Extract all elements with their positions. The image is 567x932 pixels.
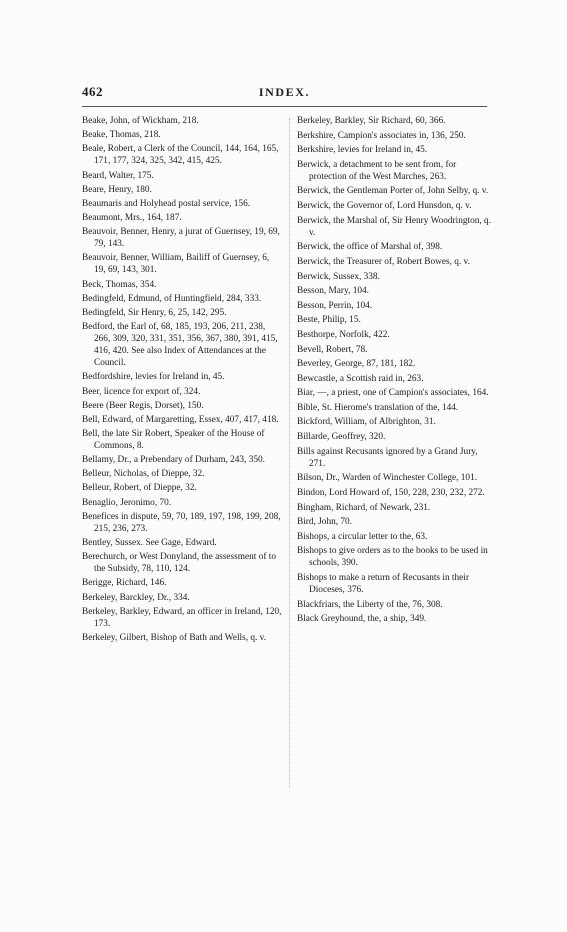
index-entry: Bell, the late Sir Robert, Speaker of the House of Commons, 8. <box>82 428 265 452</box>
page-header <box>82 84 487 100</box>
index-entry: Beck, Thomas, 354. <box>82 279 157 290</box>
index-entry: Bellamy, Dr., a Prebendary of Durham, 243, 350. <box>82 455 265 466</box>
index-entry: Besson, Perrin, 104. <box>297 300 373 311</box>
index-entry: Berkeley, Barkley, Edward, an officer in Ireland, 120, 173. <box>82 606 282 629</box>
index-entry: Berwick, the Treasurer of, Robert Bowes, q. v. <box>297 256 470 267</box>
index-entry: Bills against Recusants ignored by a Grand Jury, 271. <box>297 446 478 469</box>
index-entry: Berigge, Richard, 146. <box>82 578 167 589</box>
column-divider <box>289 118 290 788</box>
index-entry: Bickford, William, of Albrighton, 31. <box>297 417 436 428</box>
index-entry: Berechurch, or West Donyland, the assessment of to the Subsidy, 78, 110, 124. <box>82 552 277 575</box>
index-entry: Bedfordshire, levies for Ireland in, 45. <box>82 372 225 383</box>
index-entry: Beauvoir, Benner, Henry, a jurat of Guernsey, 19, 69, 79, 143. <box>82 227 280 250</box>
index-entry: Beake, Thomas, 218. <box>82 130 161 141</box>
index-entry: Besthorpe, Norfolk, 422. <box>297 329 390 340</box>
index-entry: Benaglio, Jeronimo, 70. <box>82 497 172 508</box>
index-entry: Berkshire, Campion's associates in, 136, 250. <box>297 130 466 141</box>
index-entry: Besson, Mary, 104. <box>297 286 369 297</box>
index-entry: Berwick, Sussex, 338. <box>297 271 380 282</box>
index-entry: Bedford, the Earl of, 68, 185, 193, 206, 211, 238, 266, 309, 320, 331, 351, 356, 367, 380, 391, 415, 416, 420. See also Index of Attendances at the Council. <box>82 321 278 369</box>
index-column-right <box>297 115 492 628</box>
index-entry: Bible, St. Hierome's translation of the, 144. <box>297 402 459 413</box>
index-entry: Beard, Walter, 175. <box>82 170 154 181</box>
index-entry: Bentley, Sussex. See Gage, Edward. <box>82 537 217 548</box>
index-entry: Bird, John, 70. <box>297 517 353 528</box>
index-entry: Berkshire, levies for Ireland in, 45. <box>297 145 428 156</box>
index-entry: Berwick, the Governor of, Lord Hunsdon, q. v. <box>297 201 472 212</box>
index-entry: Beaumaris and Holyhead postal service, 156. <box>82 198 251 209</box>
index-entry: Beare, Henry, 180. <box>82 184 152 195</box>
index-entry: Berkeley, Barkley, Sir Richard, 60, 366. <box>297 116 446 126</box>
index-column-left <box>82 115 282 646</box>
page-number: 462 <box>82 84 103 99</box>
index-entry: Beste, Philip, 15. <box>297 315 361 326</box>
index-entry: Biar, —, a priest, one of Campion's associates, 164. <box>297 388 489 399</box>
index-entry: Beere (Beer Regis, Dorset), 150. <box>82 400 204 411</box>
index-entry: Black Greyhound, the, a ship, 349. <box>297 614 427 625</box>
index-entry: Berwick, a detachment to be sent from, for protection of the West Marches, 263. <box>297 159 457 182</box>
index-entry: Bedingfeld, Edmund, of Huntingfield, 284, 333. <box>82 293 262 304</box>
index-entry: Bingham, Richard, of Newark, 231. <box>297 502 431 513</box>
index-entry: Benefices in dispute, 59, 70, 189, 197, 198, 199, 208, 215, 236, 273. <box>82 511 281 534</box>
index-entry: Beer, licence for export of, 324. <box>82 386 201 397</box>
page-title: INDEX. <box>258 85 311 99</box>
index-entry: Bishops to give orders as to the books to be used in schools, 390. <box>297 546 488 569</box>
index-entry: Blackfriars, the Liberty of the, 76, 308. <box>297 599 443 610</box>
index-entry: Beake, John, of Wickham, 218. <box>82 116 199 126</box>
index-entry: Bell, Edward, of Margaretting, Essex, 407, 417, 418. <box>82 414 279 425</box>
index-entry: Beale, Robert, a Clerk of the Council, 144, 164, 165, 171, 177, 324, 325, 342, 415, 425. <box>82 144 279 167</box>
index-entry: Berkeley, Gilbert, Bishop of Bath and Wells, q. v. <box>82 632 267 643</box>
index-entry: Bishops to make a return of Recusants in their Dioceses, 376. <box>297 573 469 596</box>
index-entry: Bishops, a circular letter to the, 63. <box>297 531 428 542</box>
header-rule <box>82 106 487 107</box>
index-entry: Berwick, the Marshal of, Sir Henry Woodrington, q. v. <box>297 215 492 238</box>
index-entry: Belleur, Robert, of Dieppe, 32. <box>82 483 197 494</box>
index-entry: Beverley, George, 87, 181, 182. <box>297 359 416 370</box>
index-entry: Bewcastle, a Scottish raid in, 263. <box>297 373 424 384</box>
index-entry: Bindon, Lord Howard of, 150, 228, 230, 232, 272. <box>297 487 485 498</box>
index-entry: Bevell, Robert, 78. <box>297 344 368 355</box>
index-entry: Bilson, Dr., Warden of Winchester College, 101. <box>297 473 478 484</box>
index-entry: Beauvoir, Benner, William, Bailiff of Guernsey, 6, 19, 69, 143, 301. <box>82 253 270 276</box>
index-entry: Berwick, the Gentleman Porter of, John Selby, q. v. <box>297 186 489 197</box>
index-entry: Berkeley, Barckley, Dr., 334. <box>82 592 190 603</box>
index-entry: Berwick, the office of Marshal of, 398. <box>297 242 443 253</box>
index-entry: Bedingfeld, Sir Henry, 6, 25, 142, 295. <box>82 307 227 318</box>
index-entry: Belleur, Nicholas, of Dieppe, 32. <box>82 469 205 480</box>
index-entry: Billarde, Geoffrey, 320. <box>297 432 386 443</box>
index-entry: Beaumont, Mrs., 164, 187. <box>82 212 182 223</box>
